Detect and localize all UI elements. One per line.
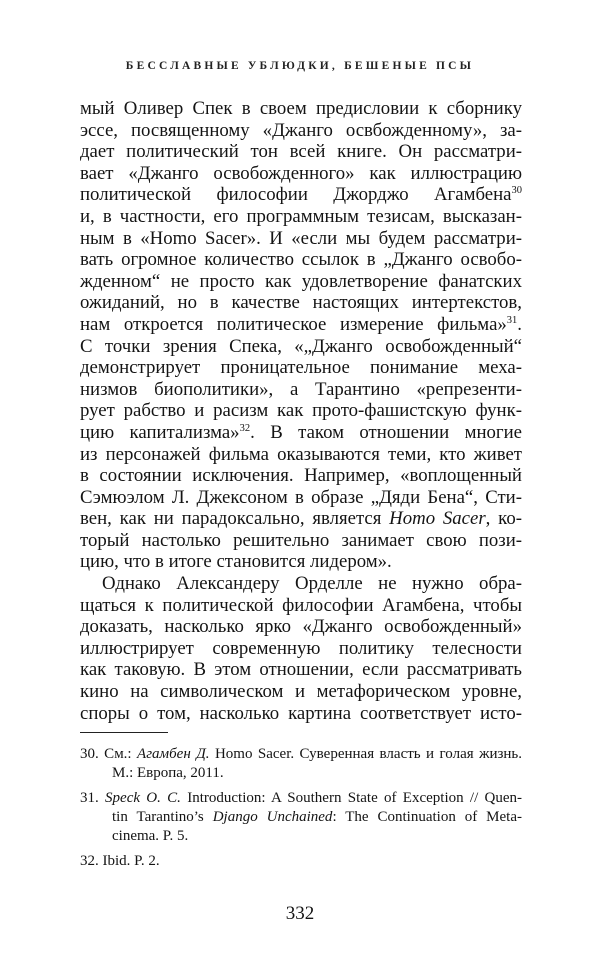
footnote-line [80,808,522,827]
italic-text: Агамбен Д. [137,746,210,762]
italic-text: Homo Sacer [389,508,486,530]
text-run: : The Continuation of Meta- [332,809,522,826]
text-run: демонстрирует проницательное понимание меха- [80,357,522,379]
text-run: цию капитализма» [80,421,240,443]
text-run: , ко- [485,508,522,530]
text-run: М.: Европа, 2011. [112,765,224,782]
text-line [80,292,522,314]
text-run: кино на символическом и метафорическом уровне, [80,681,522,703]
footnote-ref[interactable]: 31 [506,314,518,326]
text-run: tin Tarantino’s [112,809,213,826]
footnote-line [80,827,522,846]
text-run: ным в «Homo Sacer». И «если мы будем рассматри- [80,227,522,249]
text-line [80,703,522,725]
text-line [80,508,522,530]
text-run: рует рабство и расизм как прото-фашистскую функ- [80,400,522,422]
text-run: 30. См.: [80,746,138,762]
text-line [80,616,522,638]
text-line [80,120,522,142]
text-run: Homo Sacer. Суверенная власть и голая жизнь. [209,746,523,762]
footnote [80,745,522,783]
text-run: нам откроется политическое измерение фильма» [80,313,507,335]
text-line [80,487,522,509]
text-run: цию, что в итоге становится лидером». [80,551,392,573]
text-run: споры о том, насколько картина соответствует исто- [80,702,522,724]
text-run: дает политический тон всей книге. Он рассматри- [80,141,522,163]
text-run: жденном“ не просто как удовлетворение фанатских [80,270,522,292]
footnote-line [80,745,522,764]
text-run: . [517,313,522,335]
text-line [80,184,522,206]
text-line [80,595,522,617]
text-run: 32. Ibid. P. 2. [80,852,160,869]
italic-text: Speck O. C. [105,789,181,806]
text-line [80,573,522,595]
text-run: Сэмюэлом Л. Джексоном в образе „Дяди Бена“, Сти- [80,486,522,508]
text-run: . В таком отношении многие [250,421,522,443]
text-line [80,465,522,487]
footnote-ref[interactable]: 30 [511,185,522,197]
text-run: и, в частности, его программным тезисам, высказан- [80,205,522,227]
text-line [80,206,522,228]
text-line [80,98,522,120]
text-run: эссе, посвященному «Джанго освбожденному», за- [80,119,522,141]
text-run: вает «Джанго освобожденного» как иллюстрацию [80,162,522,184]
italic-text: Django Unchained [212,809,333,826]
text-run: как таковую. В этом отношении, если рассматривать [80,659,522,681]
footnote-ref[interactable]: 32 [239,422,251,434]
text-line [80,422,522,444]
footnote [80,789,522,847]
text-line [80,681,522,703]
text-run: cinema. P. 5. [112,828,189,845]
text-run: иллюстрирует современную политику телесности [80,637,522,659]
text-line [80,400,522,422]
text-run: низмов биополитики», а Тарантино «репрезенти- [80,378,522,400]
text-line [80,659,522,681]
running-header: БЕССЛАВНЫЕ УБЛЮДКИ, БЕШЕНЫЕ ПСЫ [125,60,475,72]
text-run: Однако Александеру Орделле не нужно обра- [102,573,522,595]
footnote-line [80,852,522,871]
text-line [80,530,522,552]
text-run: мый Оливер Спек в своем предисловии к сборнику [80,98,522,119]
text-line [80,249,522,271]
text-run: торый настолько решительно занимает свою пози- [80,529,522,551]
text-line [80,336,522,358]
text-line [80,271,522,293]
text-line [80,163,522,185]
text-run: ожиданий, но в качестве настоящих интертекстов, [80,292,522,314]
body-text [80,98,522,724]
text-run: Introduction: A Southern State of Exception // Quen- [180,789,523,806]
text-line [80,379,522,401]
footnote-divider [80,732,168,733]
footnote [80,852,522,871]
text-run: в состоянии исключения. Например, «воплощенный [80,465,522,487]
text-line [80,638,522,660]
footnote-line [80,764,522,783]
text-line [80,444,522,466]
text-run: щаться к политической философии Агамбена, чтобы [80,594,522,616]
text-run: политической философии Джорджо Агамбена [80,184,512,206]
text-run: 31. [80,789,106,806]
footnotes [80,745,522,877]
text-line [80,314,522,336]
text-run: доказать, насколько ярко «Джанго освобожденный» [80,616,522,638]
text-run: из персонажей фильма оказываются теми, кто живет [80,443,522,465]
page-number: 332 [285,903,315,924]
text-run: С точки зрения Спека, «„Джанго освобожденный“ [80,335,522,357]
text-line [80,551,522,573]
footnote-line [80,789,522,808]
text-line [80,357,522,379]
text-line [80,228,522,250]
text-run: вать огромное количество ссылок в „Джанго освобо- [80,249,522,271]
text-line [80,141,522,163]
text-run: вен, как ни парадоксально, является [80,508,390,530]
